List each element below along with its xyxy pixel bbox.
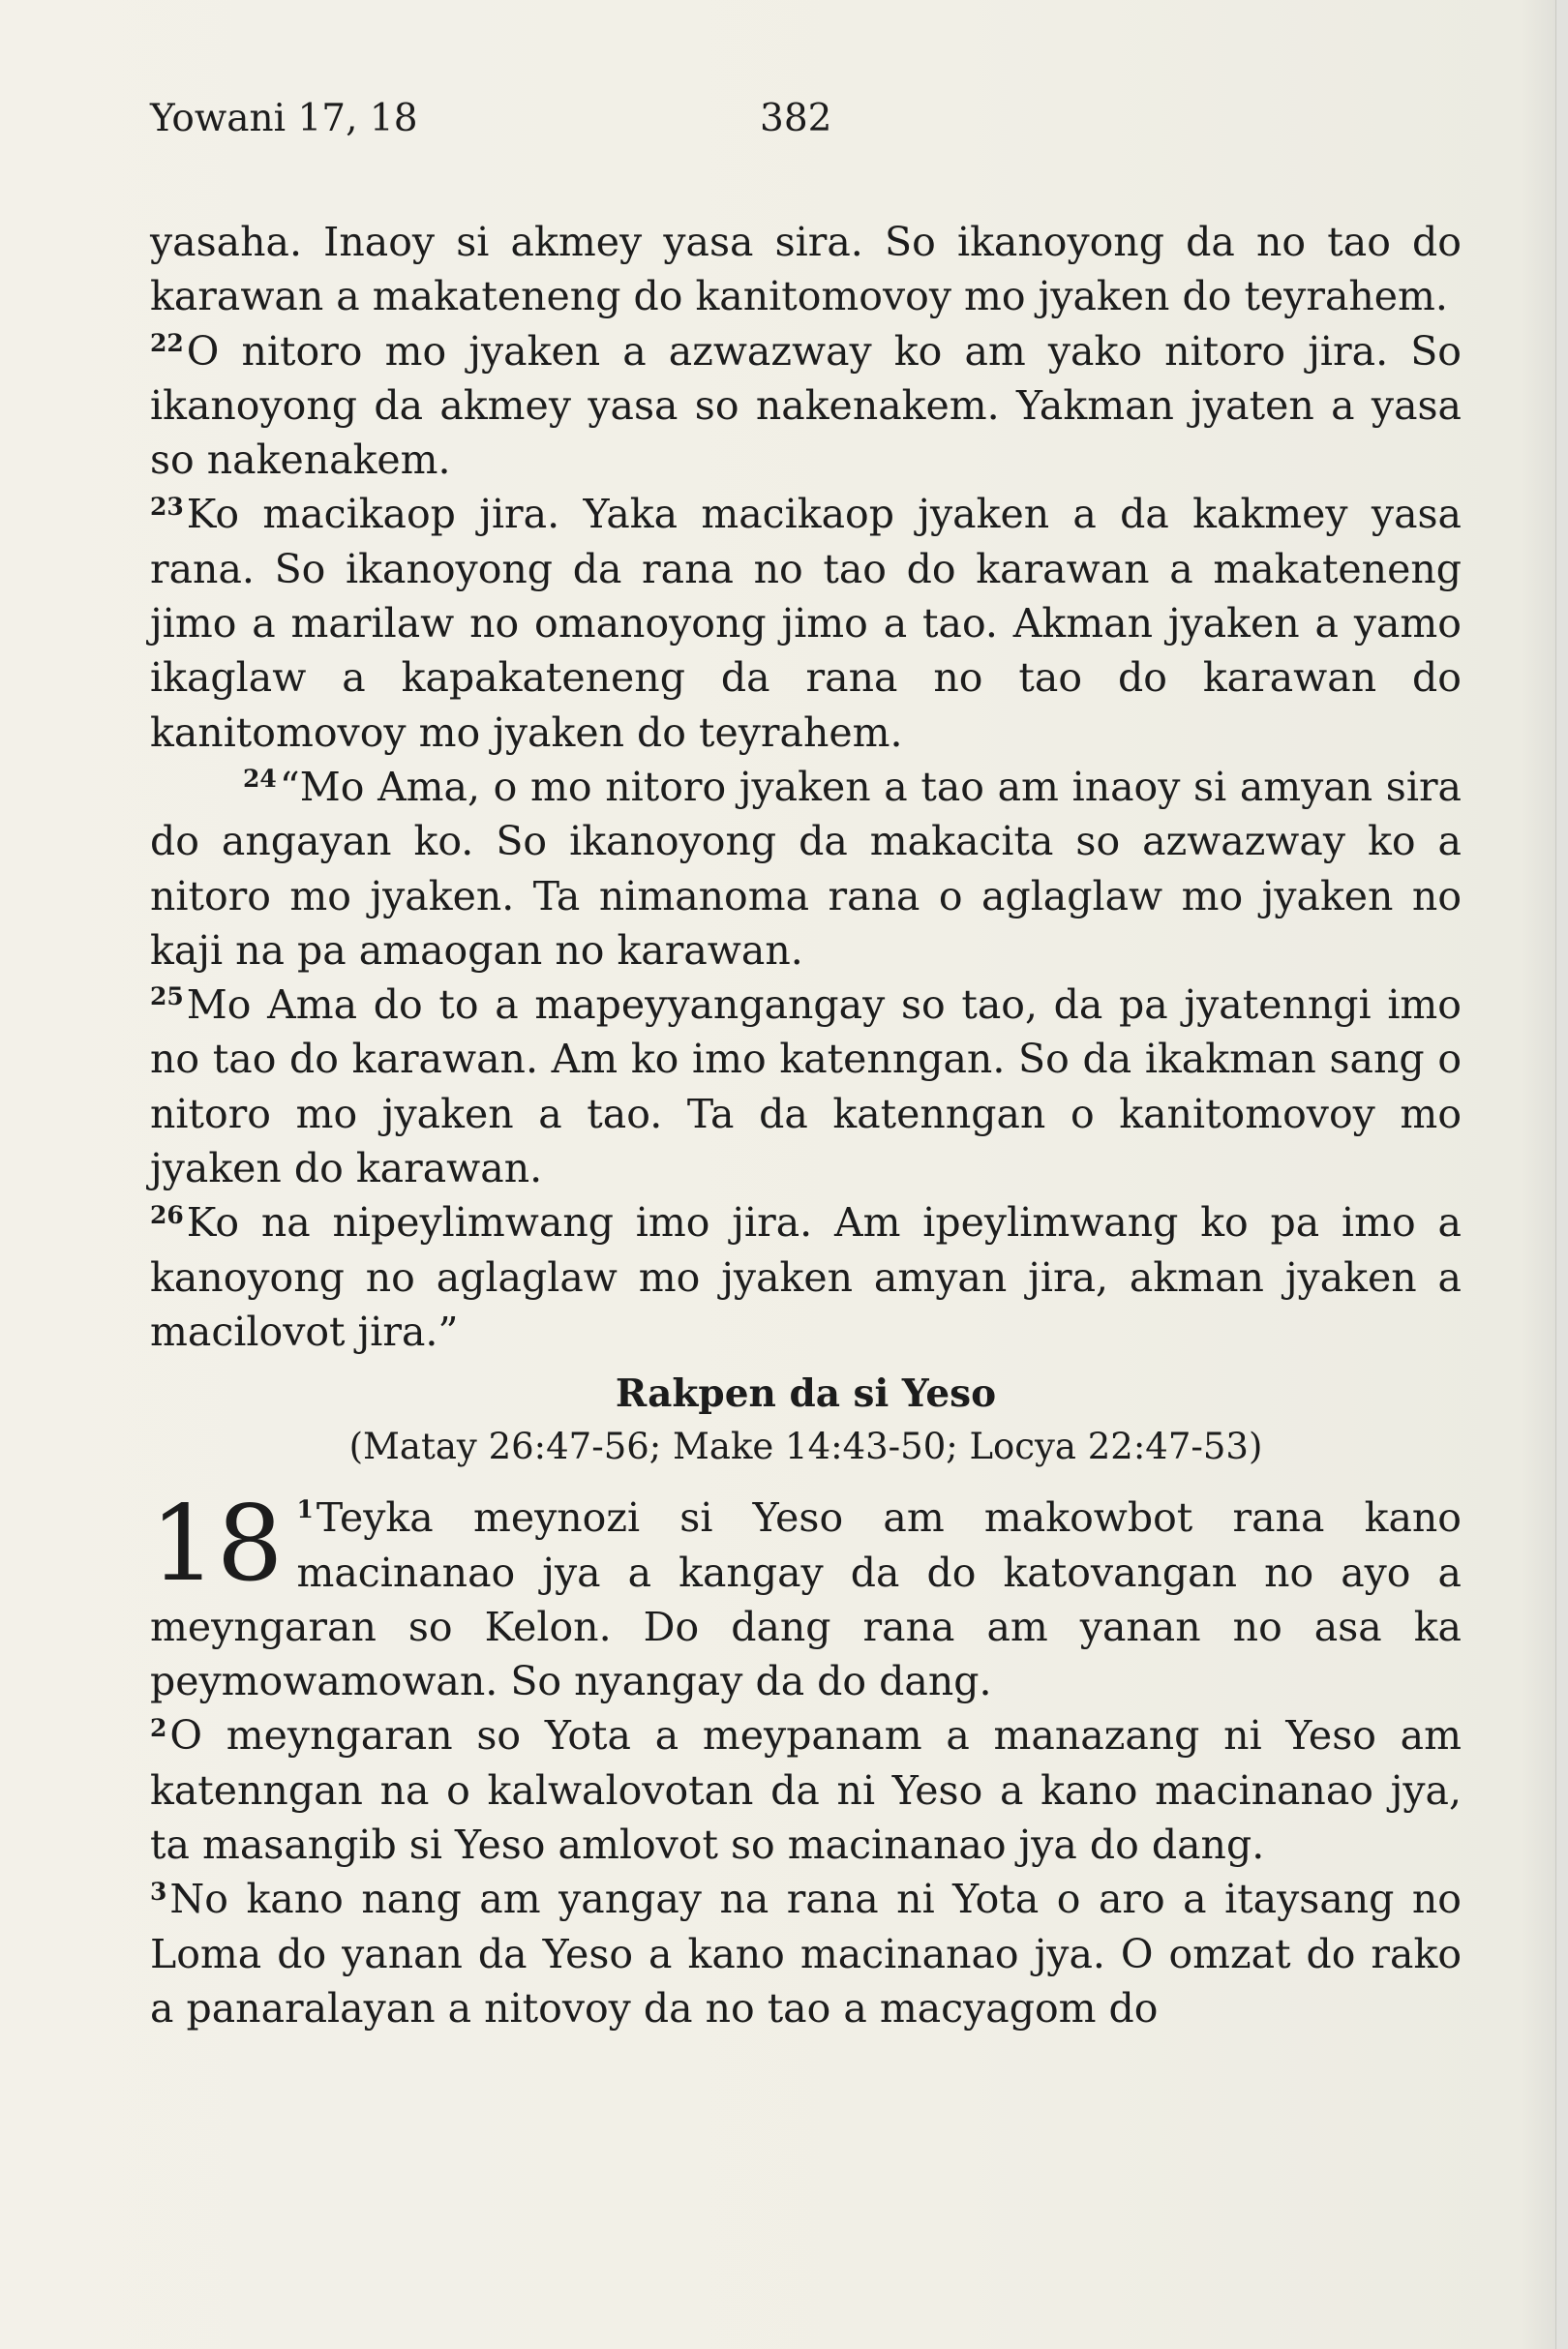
page-header — [150, 97, 1457, 145]
verse-text: Ko macikaop jira. Yaka macikaop jyaken a da kakmey yasa rana. So ikanoyong da rana no tao do karawan a makateneng jimo a marilaw no omanoyong jimo a tao. Akman jyaken a yamo ikaglaw a kapakateneng da rana no tao do karawan do kanitomovoy mo jyaken do teyrahem. — [150, 491, 1462, 756]
section-reference: (Matay 26:47-56; Make 14:43-50; Locya 22:47-53) — [348, 1426, 1263, 1468]
verse-26 — [150, 1195, 1462, 1359]
running-head: Yowani 17, 18 — [150, 97, 418, 140]
chapter-18-verse-1 — [150, 1491, 1462, 1708]
verse-number: 2 — [150, 1713, 167, 1742]
page-edge — [1555, 0, 1568, 2349]
verse-text: Mo Ama do to a mapeyyangangay so tao, da pa jyatenngi imo no tao do karawan. Am ko imo katenngan. So da ikakman sang o nitoro mo jyaken a tao. Ta da katenngan o kanitomovoy mo jyaken do karawan. — [150, 981, 1462, 1192]
page-number: 382 — [760, 97, 832, 140]
section-title: Rakpen da si Yeso — [615, 1371, 997, 1417]
verse-22 — [150, 324, 1462, 488]
text-body — [150, 215, 1462, 2035]
verse-text: O meyngaran so Yota a meypanam a manazang ni Yeso am katenngan na o kalwalovotan da ni Yeso a kano macinanao jya, ta masangib si Yeso amlovot so macinanao jya do dang. — [150, 1712, 1462, 1869]
verse-text: Teyka meynozi si Yeso am makowbot rana kano macinanao jya a kangay da do katovangan no ayo a meyngaran so Kelon. Do dang rana am yanan no asa ka peymowamowan. So nyangay da do dang. — [150, 1494, 1462, 1705]
verse-text: O nitoro mo jyaken a azwazway ko am yako nitoro jira. So ikanoyong da akmey yasa so nakenakem. Yakman jyaten a yasa so nakenakem. — [150, 327, 1462, 484]
verse-text: No kano nang am yangay na rana ni Yota o aro a itaysang no Loma do yanan da Yeso a kano macinanao jya. O omzat do rako a panaralayan a nitovoy da no tao a macyagom do — [150, 1876, 1462, 2032]
chapter-number: 18 — [150, 1491, 284, 1606]
verse-text: “Mo Ama, o mo nitoro jyaken a tao am inaoy si amyan sira do angayan ko. So ikanoyong da makacita so azwazway ko a nitoro mo jyaken. Ta nimanoma rana o aglaglaw mo jyaken no kaji na pa amaogan no karawan. — [150, 763, 1462, 974]
verse-24 — [150, 760, 1462, 978]
verse-number: 3 — [150, 1877, 167, 1906]
verse-number: 26 — [150, 1200, 184, 1229]
chapter-18-verse-2 — [150, 1708, 1462, 1872]
chapter-18-verse-3 — [150, 1872, 1462, 2035]
verse-number: 25 — [150, 982, 184, 1011]
verse-text: Ko na nipeylimwang imo jira. Am ipeylimwang ko pa imo a kanoyong no aglaglaw mo jyaken amyan jira, akman jyaken a macilovot jira.” — [150, 1199, 1462, 1355]
paragraph-continued: yasaha. Inaoy si akmey yasa sira. So ikanoyong da no tao do karawan a makateneng do kanitomovoy mo jyaken do teyrahem. — [150, 219, 1462, 320]
verse-23 — [150, 487, 1462, 759]
verse-number: 1 — [296, 1495, 314, 1524]
verse-25 — [150, 978, 1462, 1195]
verse-number: 22 — [150, 328, 184, 357]
verse-number: 23 — [150, 492, 184, 521]
verse-number: 24 — [243, 765, 277, 794]
